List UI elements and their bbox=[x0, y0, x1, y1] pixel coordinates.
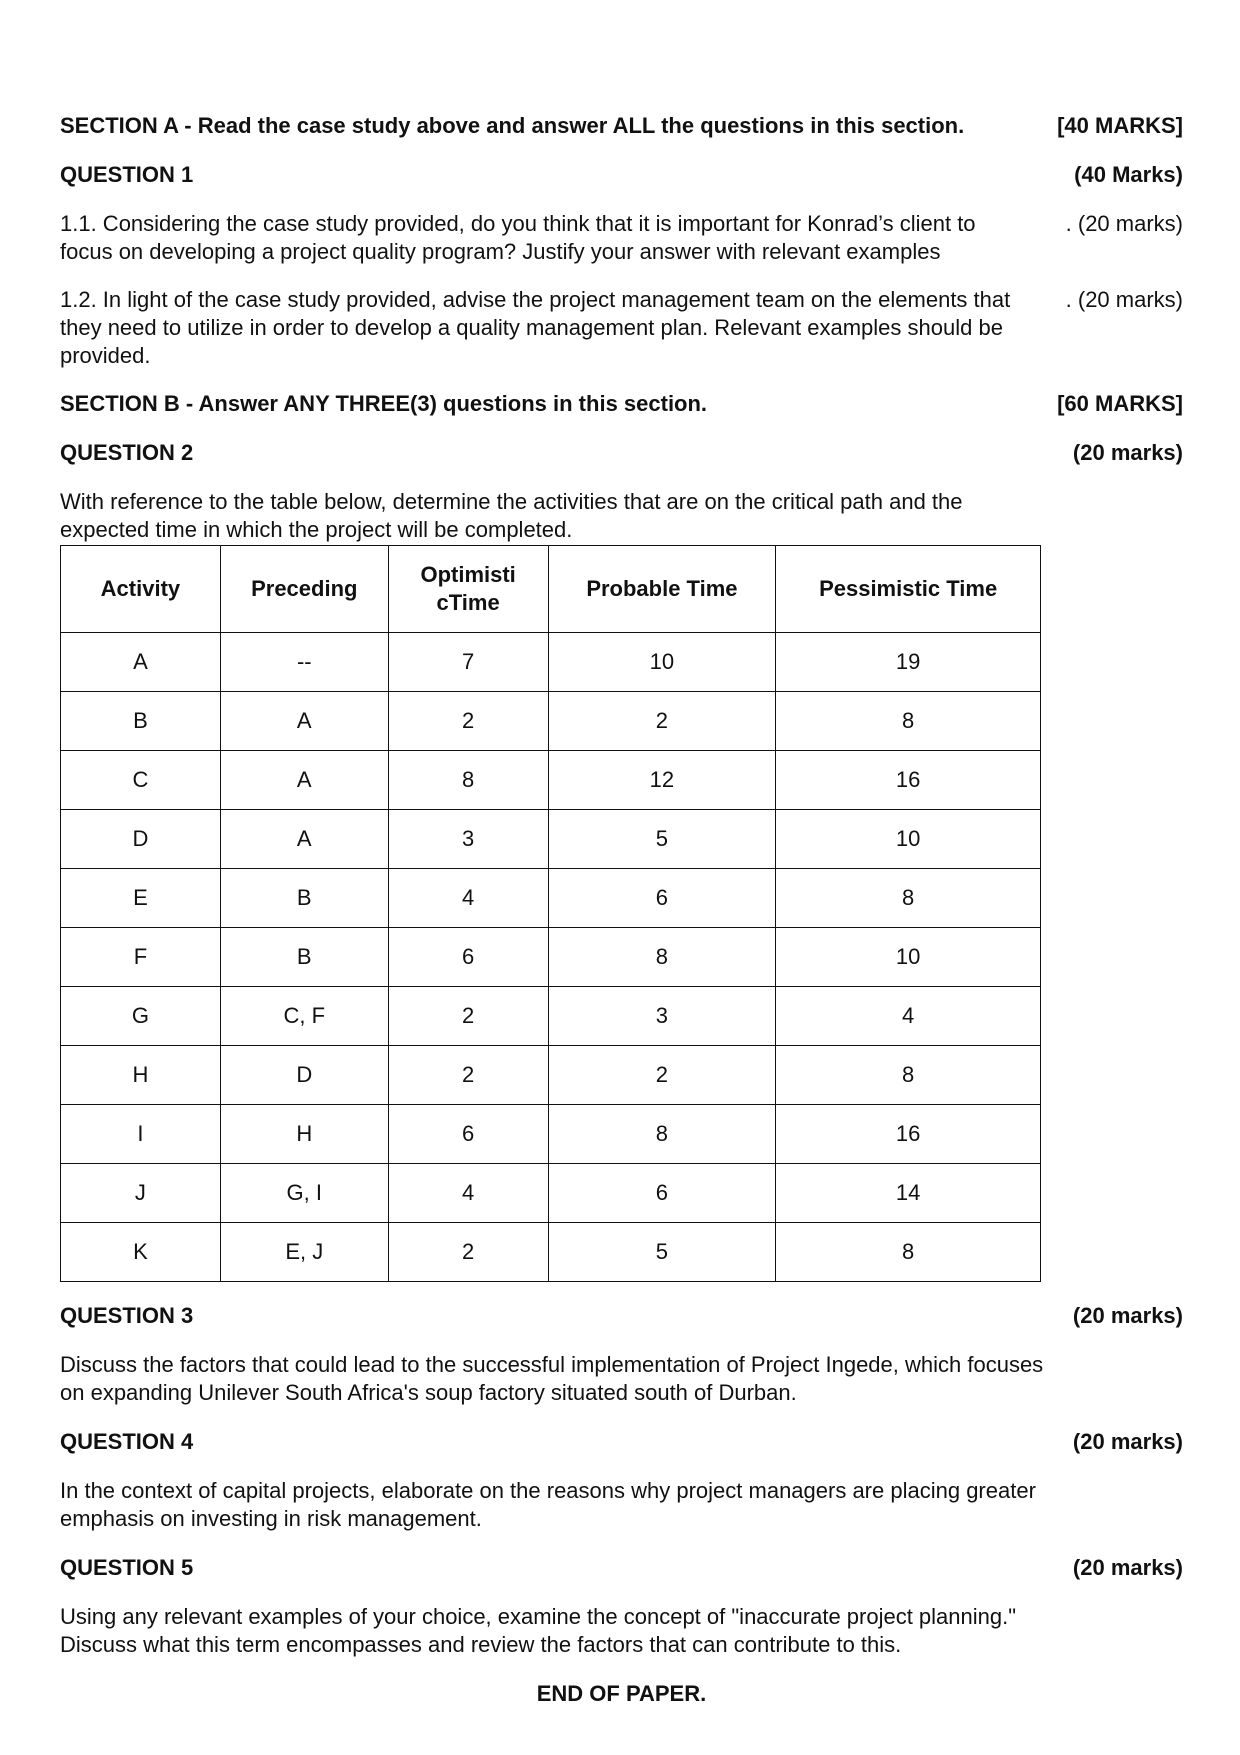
cell-optimistic-time: 7 bbox=[388, 633, 548, 692]
cell-preceding: D bbox=[220, 1046, 388, 1105]
cell-preceding: A bbox=[220, 692, 388, 751]
question-1-marks: (40 Marks) bbox=[1074, 162, 1183, 187]
cell-preceding: H bbox=[220, 1105, 388, 1164]
cell-probable-time: 5 bbox=[548, 1223, 776, 1282]
header-optimistic-time: Optimisti cTime bbox=[388, 546, 548, 633]
question-2-title: QUESTION 2 bbox=[60, 440, 194, 465]
cell-preceding: -- bbox=[220, 633, 388, 692]
table-row bbox=[61, 751, 1041, 810]
end-of-paper: END OF PAPER. bbox=[536, 1681, 707, 1706]
section-a-title: SECTION A - Read the case study above and answer ALL the questions in this section. bbox=[60, 113, 965, 138]
cell-activity: D bbox=[61, 810, 221, 869]
table-row bbox=[61, 1105, 1041, 1164]
cell-pessimistic-time: 10 bbox=[776, 810, 1041, 869]
question-1-1-text: 1.1. Considering the case study provided, do you think that it is important for Konrad’s client to focus on developing a project quality program? Justify your answer with relevant examples bbox=[60, 211, 976, 264]
question-3-marks: (20 marks) bbox=[1072, 1303, 1183, 1328]
cell-preceding: E, J bbox=[220, 1223, 388, 1282]
table-row bbox=[61, 869, 1041, 928]
cell-pessimistic-time: 16 bbox=[776, 1105, 1041, 1164]
cell-probable-time: 12 bbox=[548, 751, 776, 810]
section-b-title: SECTION B - Answer ANY THREE(3) questions in this section. bbox=[60, 391, 708, 416]
cell-optimistic-time: 2 bbox=[388, 692, 548, 751]
header-activity: Activity bbox=[61, 546, 221, 633]
question-1-2 bbox=[60, 286, 1183, 370]
cell-preceding: B bbox=[220, 869, 388, 928]
cell-optimistic-time: 4 bbox=[388, 869, 548, 928]
question-1-1-marks: . (20 marks) bbox=[1065, 211, 1183, 236]
section-a-marks: [40 MARKS] bbox=[1057, 113, 1183, 138]
table-row bbox=[61, 1223, 1041, 1282]
cell-optimistic-time: 6 bbox=[388, 928, 548, 987]
cell-optimistic-time: 8 bbox=[388, 751, 548, 810]
question-5-text: Using any relevant examples of your choice, examine the concept of "inaccurate project planning." Discuss what this term encompasses and review the factors that can contribute to this. bbox=[60, 1604, 1017, 1657]
table-row bbox=[61, 1046, 1041, 1105]
question-1-1 bbox=[60, 210, 1183, 266]
cell-activity: A bbox=[61, 633, 221, 692]
cell-activity: E bbox=[61, 869, 221, 928]
cell-probable-time: 6 bbox=[548, 1164, 776, 1223]
cell-activity: I bbox=[61, 1105, 221, 1164]
cell-activity: C bbox=[61, 751, 221, 810]
cell-probable-time: 5 bbox=[548, 810, 776, 869]
table-row bbox=[61, 987, 1041, 1046]
cell-activity: K bbox=[61, 1223, 221, 1282]
cell-pessimistic-time: 14 bbox=[776, 1164, 1041, 1223]
cell-preceding: C, F bbox=[220, 987, 388, 1046]
cell-activity: J bbox=[61, 1164, 221, 1223]
question-4-text: In the context of capital projects, elaborate on the reasons why project managers are placing greater emphasis on investing in risk management. bbox=[60, 1478, 1036, 1531]
cell-pessimistic-time: 8 bbox=[776, 1223, 1041, 1282]
cell-preceding: G, I bbox=[220, 1164, 388, 1223]
activity-table bbox=[60, 545, 1041, 1282]
cell-probable-time: 2 bbox=[548, 1046, 776, 1105]
cell-pessimistic-time: 8 bbox=[776, 1046, 1041, 1105]
cell-preceding: B bbox=[220, 928, 388, 987]
cell-optimistic-time: 4 bbox=[388, 1164, 548, 1223]
table-header-row bbox=[61, 546, 1041, 633]
cell-pessimistic-time: 19 bbox=[776, 633, 1041, 692]
table-body bbox=[61, 633, 1041, 1282]
question-1-2-marks: . (20 marks) bbox=[1065, 287, 1183, 312]
cell-optimistic-time: 6 bbox=[388, 1105, 548, 1164]
cell-optimistic-time: 2 bbox=[388, 1046, 548, 1105]
section-b-header bbox=[60, 390, 1183, 418]
question-1-header bbox=[60, 161, 1183, 189]
cell-optimistic-time: 2 bbox=[388, 987, 548, 1046]
cell-pessimistic-time: 16 bbox=[776, 751, 1041, 810]
question-1-2-text: 1.2. In light of the case study provided, advise the project management team on the elements that they need to utilize in order to develop a quality management plan. Relevant examples should be provided. bbox=[60, 287, 1011, 368]
cell-pessimistic-time: 4 bbox=[776, 987, 1041, 1046]
question-2-text: With reference to the table below, determine the activities that are on the critical path and the expected time in which the project will be completed. bbox=[60, 489, 963, 542]
cell-optimistic-time: 2 bbox=[388, 1223, 548, 1282]
cell-preceding: A bbox=[220, 751, 388, 810]
cell-pessimistic-time: 8 bbox=[776, 869, 1041, 928]
question-5-marks: (20 marks) bbox=[1072, 1555, 1183, 1580]
question-3-title: QUESTION 3 bbox=[60, 1303, 194, 1328]
question-1-title: QUESTION 1 bbox=[60, 162, 194, 187]
header-pessimistic-time: Pessimistic Time bbox=[776, 546, 1041, 633]
cell-preceding: A bbox=[220, 810, 388, 869]
header-preceding: Preceding bbox=[220, 546, 388, 633]
question-2-marks: (20 marks) bbox=[1072, 440, 1183, 465]
question-4-header bbox=[60, 1428, 1183, 1456]
section-b-marks: [60 MARKS] bbox=[1057, 391, 1183, 416]
cell-activity: G bbox=[61, 987, 221, 1046]
question-2-header bbox=[60, 439, 1183, 467]
cell-activity: B bbox=[61, 692, 221, 751]
question-5-header bbox=[60, 1554, 1183, 1582]
cell-optimistic-time: 3 bbox=[388, 810, 548, 869]
cell-activity: H bbox=[61, 1046, 221, 1105]
header-probable-time: Probable Time bbox=[548, 546, 776, 633]
cell-probable-time: 8 bbox=[548, 928, 776, 987]
cell-activity: F bbox=[61, 928, 221, 987]
table-row bbox=[61, 928, 1041, 987]
cell-pessimistic-time: 10 bbox=[776, 928, 1041, 987]
cell-probable-time: 8 bbox=[548, 1105, 776, 1164]
cell-pessimistic-time: 8 bbox=[776, 692, 1041, 751]
cell-probable-time: 6 bbox=[548, 869, 776, 928]
table-row bbox=[61, 633, 1041, 692]
question-4-marks: (20 marks) bbox=[1072, 1429, 1183, 1454]
cell-probable-time: 2 bbox=[548, 692, 776, 751]
question-5-title: QUESTION 5 bbox=[60, 1555, 194, 1580]
cell-probable-time: 10 bbox=[548, 633, 776, 692]
table-row bbox=[61, 810, 1041, 869]
cell-probable-time: 3 bbox=[548, 987, 776, 1046]
question-3-header bbox=[60, 1302, 1183, 1330]
table-row bbox=[61, 1164, 1041, 1223]
table-row bbox=[61, 692, 1041, 751]
exam-page bbox=[60, 112, 1183, 1708]
question-3-text: Discuss the factors that could lead to the successful implementation of Project Ingede, which focuses on expanding Unilever South Africa's soup factory situated south of Durban. bbox=[60, 1352, 1044, 1405]
question-4-title: QUESTION 4 bbox=[60, 1429, 194, 1454]
section-a-header bbox=[60, 112, 1183, 140]
